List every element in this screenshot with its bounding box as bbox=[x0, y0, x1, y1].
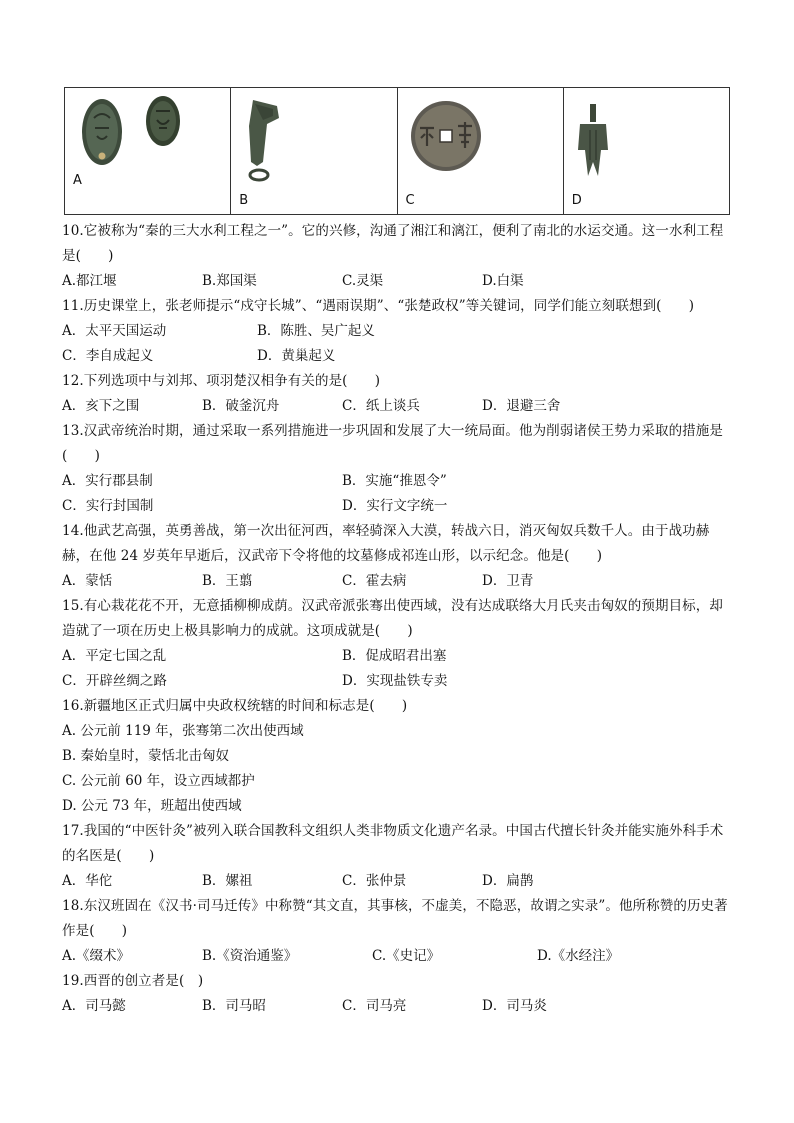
option-b[interactable]: B．促成昭君出塞 bbox=[342, 648, 447, 664]
ant-nose-coin-icon bbox=[73, 94, 191, 174]
coin-label-c: C bbox=[405, 193, 415, 208]
option-row bbox=[62, 994, 732, 1019]
coin-cell-d bbox=[563, 88, 729, 215]
option-row bbox=[62, 569, 732, 594]
option-c[interactable]: C．霍去病 bbox=[342, 573, 407, 589]
option-b[interactable]: B．破釜沉舟 bbox=[202, 398, 280, 414]
option-d[interactable]: D.《水经注》 bbox=[537, 948, 620, 964]
option-c[interactable]: C. 公元前 60 年，设立西域都护 bbox=[62, 773, 255, 789]
question-11 bbox=[62, 294, 732, 369]
option-a[interactable]: A．司马懿 bbox=[62, 998, 126, 1014]
option-a[interactable]: A．蒙恬 bbox=[62, 573, 113, 589]
option-row bbox=[62, 644, 732, 669]
option-c[interactable]: C．司马亮 bbox=[342, 998, 407, 1014]
option-c[interactable]: C.灵渠 bbox=[342, 273, 384, 289]
option-b[interactable]: B．嫘祖 bbox=[202, 873, 253, 889]
question-stem: 11.历史课堂上，张老师提示“戍守长城”、“遇雨误期”、“张楚政权”等关键词，同学们能立刻联想到( ) bbox=[62, 298, 695, 314]
option-a[interactable]: A. 公元前 119 年，张骞第二次出使西域 bbox=[62, 723, 304, 739]
round-coin-icon bbox=[406, 98, 486, 178]
question-stem: 15.有心栽花花不开，无意插柳柳成荫。汉武帝派张骞出使西域，没有达成联络大月氏夹击匈奴的预期目标，却造就了一项在历史上极具影响力的成就。这项成就是( ) bbox=[62, 598, 723, 639]
option-b[interactable]: B.《资治通鉴》 bbox=[202, 948, 298, 964]
option-b[interactable]: B.郑国渠 bbox=[202, 273, 257, 289]
question-stem: 12.下列选项中与刘邦、项羽楚汉相争有关的是( ) bbox=[62, 373, 381, 389]
option-b[interactable]: B．实施“推恩令” bbox=[342, 473, 447, 489]
question-15 bbox=[62, 594, 732, 694]
option-d[interactable]: D．卫青 bbox=[482, 573, 534, 589]
option-row bbox=[62, 944, 732, 969]
coin-image-table bbox=[64, 87, 730, 215]
coin-cell-c bbox=[397, 88, 563, 215]
option-d[interactable]: D. 公元 73 年，班超出使西域 bbox=[62, 798, 242, 814]
option-a[interactable]: A．太平天国运动 bbox=[62, 323, 167, 339]
option-d[interactable]: D．实现盐铁专卖 bbox=[342, 673, 448, 689]
option-a[interactable]: A.都江堰 bbox=[62, 273, 117, 289]
option-row bbox=[62, 269, 732, 294]
option-row bbox=[62, 719, 732, 744]
option-d[interactable]: D．黄巢起义 bbox=[257, 348, 336, 364]
option-c[interactable]: C．李自成起义 bbox=[62, 348, 154, 364]
option-row bbox=[62, 794, 732, 819]
option-b[interactable]: B．陈胜、吴广起义 bbox=[257, 323, 375, 339]
option-row bbox=[62, 494, 732, 519]
option-row bbox=[62, 469, 732, 494]
option-b[interactable]: B．王翦 bbox=[202, 573, 253, 589]
option-row bbox=[62, 319, 732, 344]
coin-label-b: B bbox=[239, 193, 249, 208]
question-stem: 19.西晋的创立者是( ) bbox=[62, 973, 204, 989]
option-a[interactable]: A．亥下之围 bbox=[62, 398, 140, 414]
coin-label-a: A bbox=[73, 173, 82, 188]
option-c[interactable]: C．开辟丝绸之路 bbox=[62, 673, 167, 689]
question-10 bbox=[62, 219, 732, 294]
question-stem: 10.它被称为“秦的三大水利工程之一”。它的兴修，沟通了湘江和漓江，便利了南北的水运交通。这一水利工程是( ) bbox=[62, 223, 724, 264]
question-19 bbox=[62, 969, 732, 1019]
option-b[interactable]: B. 秦始皇时，蒙恬北击匈奴 bbox=[62, 748, 230, 764]
question-13 bbox=[62, 419, 732, 519]
question-list bbox=[62, 219, 732, 1019]
option-a[interactable]: A．平定七国之乱 bbox=[62, 648, 167, 664]
option-a[interactable]: A．实行郡县制 bbox=[62, 473, 153, 489]
coin-label-d: D bbox=[571, 193, 582, 208]
question-stem: 16.新疆地区正式归属中央政权统辖的时间和标志是( ) bbox=[62, 698, 408, 714]
option-d[interactable]: D．司马炎 bbox=[482, 998, 547, 1014]
spade-coin-icon bbox=[568, 102, 624, 182]
option-d[interactable]: D．扁鹊 bbox=[482, 873, 534, 889]
option-c[interactable]: C．纸上谈兵 bbox=[342, 398, 420, 414]
question-18 bbox=[62, 894, 732, 969]
question-stem: 14.他武艺高强，英勇善战，第一次出征河西，率轻骑深入大漠，转战六日，消灭匈奴兵数千人。由于战功赫赫，在他 24 岁英年早逝后，汉武帝下令将他的坟墓修成祁连山形，以示纪念。他是( ) bbox=[62, 523, 710, 564]
option-b[interactable]: B．司马昭 bbox=[202, 998, 266, 1014]
question-17 bbox=[62, 819, 732, 894]
coin-cell-b bbox=[231, 88, 397, 215]
question-14 bbox=[62, 519, 732, 594]
knife-coin-icon bbox=[239, 96, 299, 188]
question-stem: 17.我国的“中医针灸”被列入联合国教科文组织人类非物质文化遗产名录。中国古代擅长针灸并能实施外科手术的名医是( ) bbox=[62, 823, 724, 864]
option-a[interactable]: A.《缀术》 bbox=[62, 948, 131, 964]
option-c[interactable]: C．张仲景 bbox=[342, 873, 407, 889]
option-row bbox=[62, 394, 732, 419]
option-d[interactable]: D．退避三舍 bbox=[482, 398, 561, 414]
question-stem: 18.东汉班固在《汉书·司马迁传》中称赞“其文直，其事核，不虚美，不隐恶，故谓之实录”。他所称赞的历史著作是( ) bbox=[62, 898, 728, 939]
option-row bbox=[62, 869, 732, 894]
question-stem: 13.汉武帝统治时期，通过采取一系列措施进一步巩固和发展了大一统局面。他为削弱诸侯王势力采取的措施是( ) bbox=[62, 423, 723, 464]
option-row bbox=[62, 669, 732, 694]
option-d[interactable]: D．实行文字统一 bbox=[342, 498, 448, 514]
option-row bbox=[62, 744, 732, 769]
question-12 bbox=[62, 369, 732, 419]
option-row bbox=[62, 769, 732, 794]
option-d[interactable]: D.白渠 bbox=[482, 273, 524, 289]
option-a[interactable]: A．华佗 bbox=[62, 873, 113, 889]
option-c[interactable]: C．实行封国制 bbox=[62, 498, 154, 514]
option-row bbox=[62, 344, 732, 369]
coin-cell-a bbox=[65, 88, 231, 215]
question-16 bbox=[62, 694, 732, 819]
option-c[interactable]: C.《史记》 bbox=[372, 948, 441, 964]
